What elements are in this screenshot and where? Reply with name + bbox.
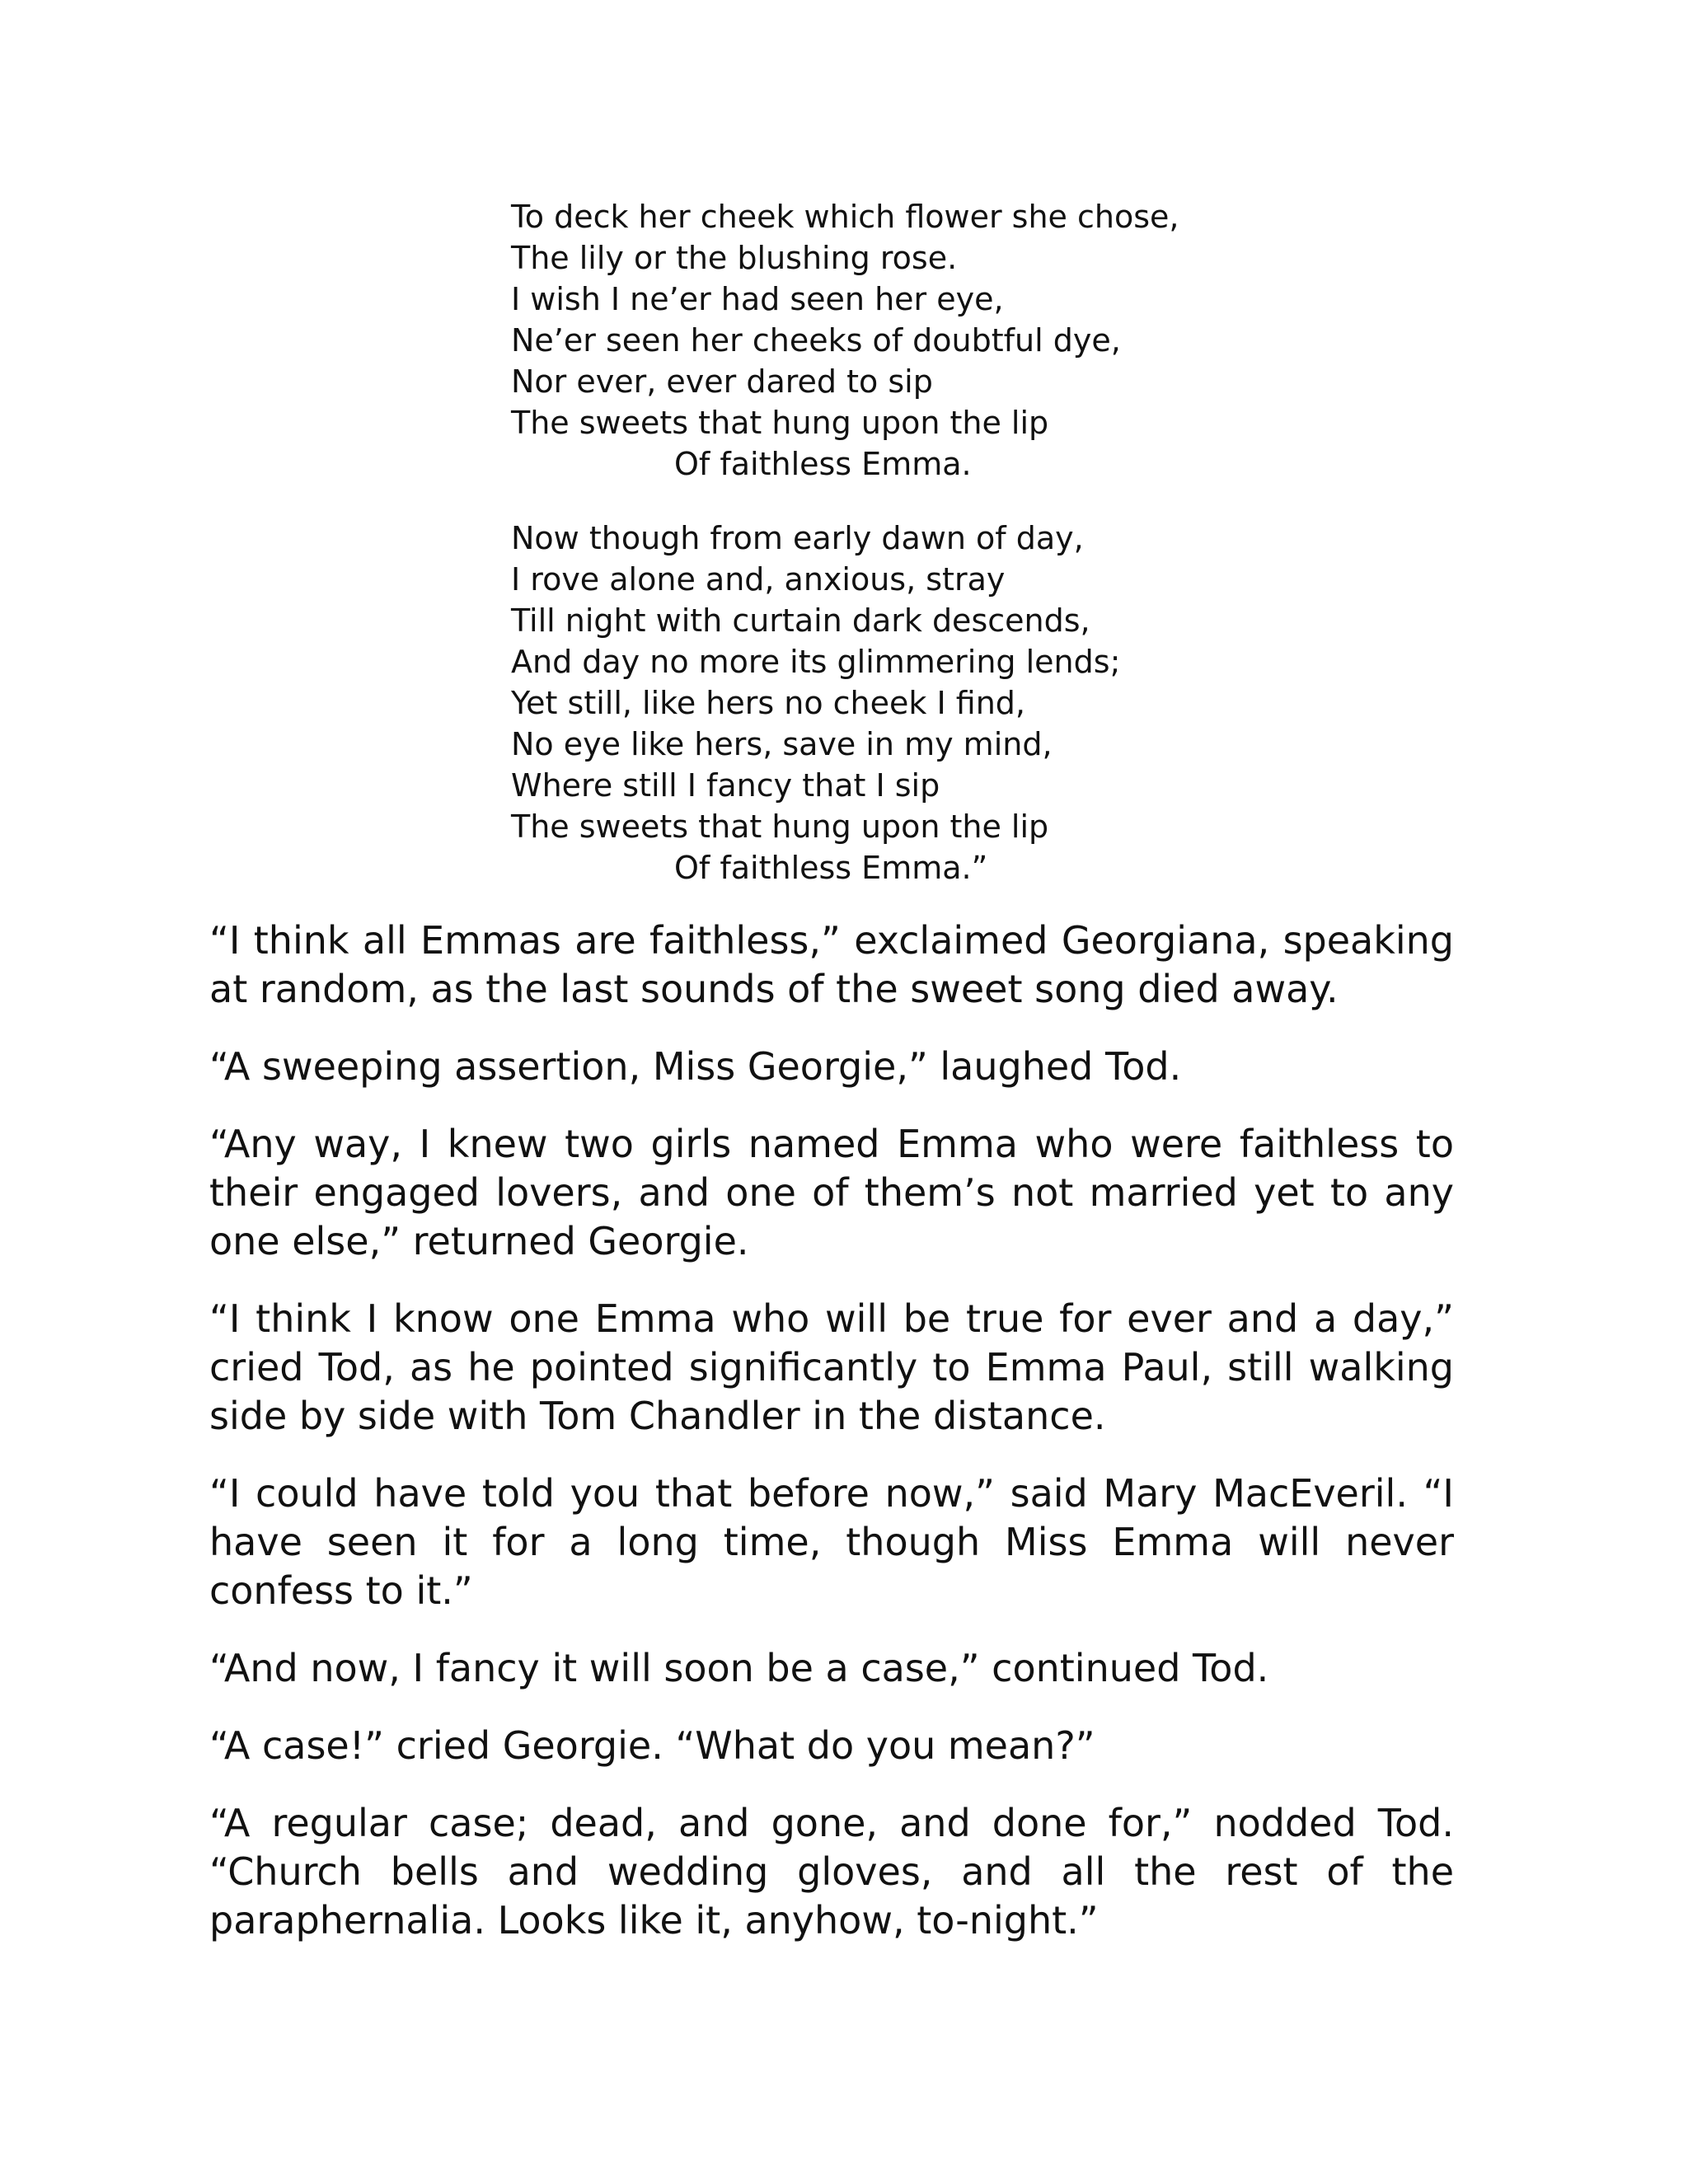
verse-line: The sweets that hung upon the lip bbox=[511, 808, 1049, 845]
verse-refrain: Of faithless Emma. bbox=[674, 446, 972, 482]
poem-stanza bbox=[511, 196, 1335, 485]
verse-line: The lily or the blushing rose. bbox=[511, 240, 958, 276]
verse-line: And day no more its glimmering lends; bbox=[511, 644, 1121, 680]
poem bbox=[511, 196, 1335, 921]
paragraph: “A regular case; dead, and gone, and done for,” nodded Tod. “Church bells and wedding gloves, and all the rest of the paraphernalia. Looks like it, anyhow, to-night.” bbox=[209, 1801, 1454, 1943]
verse-refrain: Of faithless Emma.” bbox=[674, 850, 988, 886]
poem-stanza bbox=[511, 518, 1335, 888]
verse-line: No eye like hers, save in my mind, bbox=[511, 726, 1053, 762]
verse-line: I wish I ne’er had seen her eye, bbox=[511, 281, 1004, 317]
paragraph: “I think all Emmas are faithless,” exclaimed Georgiana, speaking at random, as the last sounds of the sweet song died away. bbox=[209, 918, 1454, 1011]
verse-line: To deck her cheek which flower she chose, bbox=[511, 199, 1179, 235]
paragraph: “I think I know one Emma who will be true for ever and a day,” cried Tod, as he pointed significantly to Emma Paul, still walking side by side with Tom Chandler in the distance. bbox=[209, 1296, 1454, 1438]
prose-body bbox=[209, 916, 1454, 1974]
paragraph: “A sweeping assertion, Miss Georgie,” laughed Tod. bbox=[209, 1044, 1182, 1089]
paragraph: “Any way, I knew two girls named Emma who were faithless to their engaged lovers, and one of them’s not married yet to any one else,” returned Georgie. bbox=[209, 1122, 1454, 1263]
verse-line: Ne’er seen her cheeks of doubtful dye, bbox=[511, 322, 1121, 359]
verse-line: The sweets that hung upon the lip bbox=[511, 405, 1049, 441]
verse-line: Nor ever, ever dared to sip bbox=[511, 363, 933, 400]
verse-line: Where still I fancy that I sip bbox=[511, 767, 940, 804]
verse-line: Till night with curtain dark descends, bbox=[511, 602, 1090, 639]
verse-line: Yet still, like hers no cheek I find, bbox=[511, 685, 1025, 721]
paragraph: “And now, I fancy it will soon be a case,” continued Tod. bbox=[209, 1646, 1269, 1690]
paragraph: “I could have told you that before now,” said Mary MacEveril. “I have seen it for a long time, though Miss Emma will never confess to it.” bbox=[209, 1471, 1454, 1613]
paragraph: “A case!” cried Georgie. “What do you mean?” bbox=[209, 1723, 1095, 1768]
verse-line: Now though from early dawn of day, bbox=[511, 520, 1084, 556]
verse-line: I rove alone and, anxious, stray bbox=[511, 561, 1006, 598]
